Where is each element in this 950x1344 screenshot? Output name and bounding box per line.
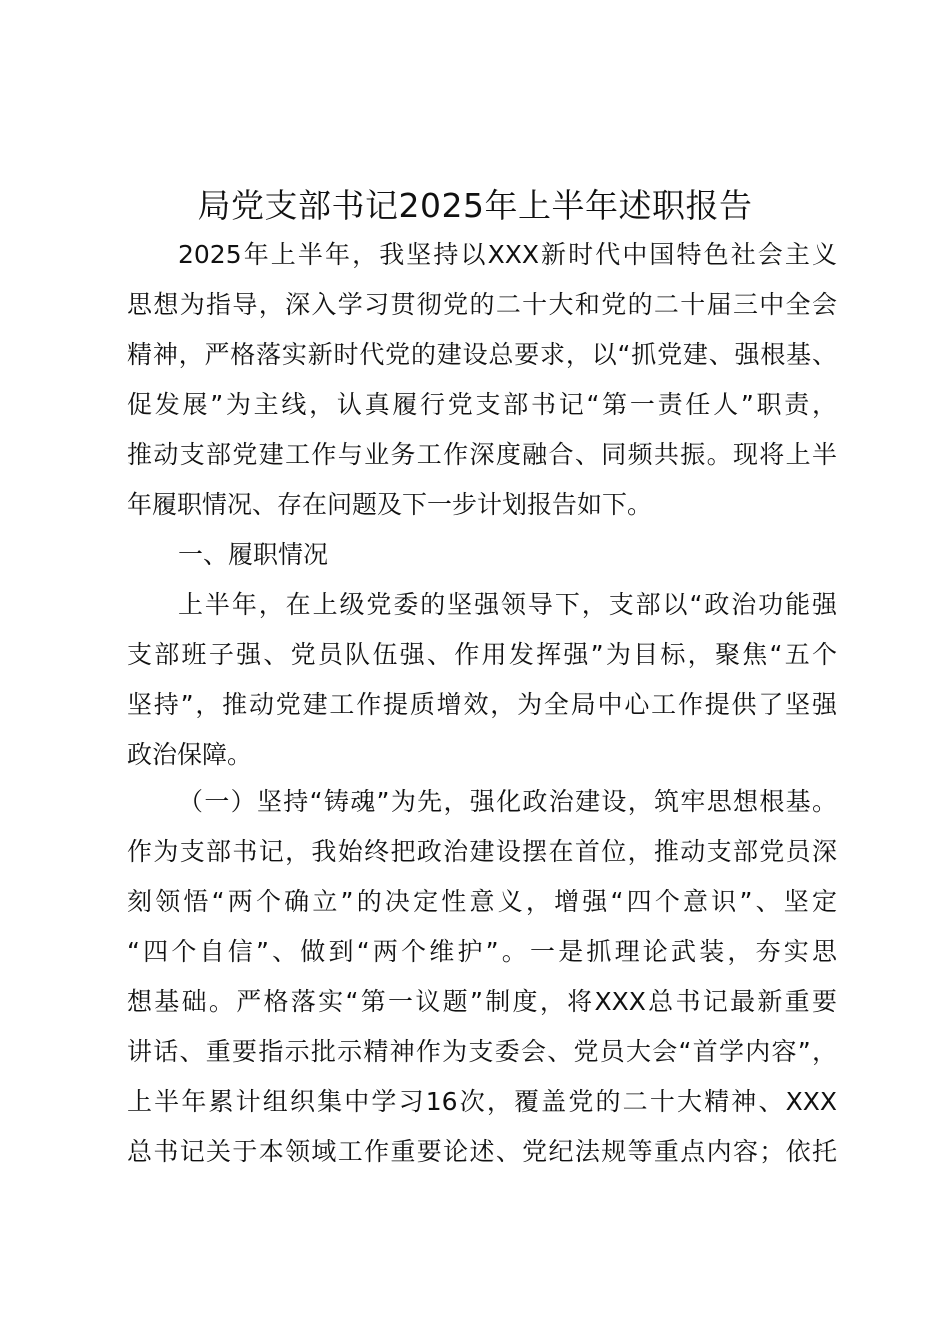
paragraph-line: 思想为指导，深入学习贯彻党的二十大和党的二十届三中全会 <box>127 290 837 319</box>
paragraph-line: 想基础。严格落实“第一议题”制度，将XXX总书记最新重要 <box>127 987 837 1016</box>
section-heading <box>127 530 837 580</box>
section-intro-paragraph <box>127 580 837 780</box>
paragraph-line: 精神，严格落实新时代党的建设总要求，以“抓党建、强根基、 <box>127 340 837 369</box>
paragraph-line: 刻领悟“两个确立”的决定性意义，增强“四个意识”、坚定 <box>127 887 837 916</box>
document-title: 局党支部书记2025年上半年述职报告 <box>197 186 753 225</box>
paragraph-line: 上半年，在上级党委的坚强领导下，支部以“政治功能强 <box>178 590 837 619</box>
paragraph-line: 支部班子强、党员队伍强、作用发挥强”为目标，聚焦“五个 <box>127 640 837 669</box>
paragraph-line: 2025年上半年，我坚持以XXX新时代中国特色社会主义 <box>178 240 837 269</box>
paragraph-line: “四个自信”、做到“两个维护”。一是抓理论武装，夯实思 <box>127 937 837 966</box>
intro-paragraph <box>127 230 837 530</box>
section-heading-text: 一、履职情况 <box>178 540 329 569</box>
paragraph-line: （一）坚持“铸魂”为先，强化政治建设，筑牢思想根基。 <box>178 787 837 816</box>
paragraph-line: 上半年累计组织集中学习16次，覆盖党的二十大精神、XXX <box>127 1087 837 1116</box>
paragraph-line: 讲话、重要指示批示精神作为支委会、党员大会“首学内容”， <box>127 1037 837 1066</box>
subsection-paragraph <box>127 777 837 1177</box>
paragraph-line: 坚持”，推动党建工作提质增效，为全局中心工作提供了坚强 <box>127 690 837 719</box>
paragraph-line: 总书记关于本领域工作重要论述、党纪法规等重点内容；依托 <box>127 1137 837 1166</box>
paragraph-line: 年履职情况、存在问题及下一步计划报告如下。 <box>127 490 653 519</box>
paragraph-line: 作为支部书记，我始终把政治建设摆在首位，推动支部党员深 <box>127 837 837 866</box>
paragraph-line: 促发展”为主线，认真履行党支部书记“第一责任人”职责， <box>127 390 837 419</box>
paragraph-line: 政治保障。 <box>127 740 253 769</box>
paragraph-line: 推动支部党建工作与业务工作深度融合、同频共振。现将上半 <box>127 440 837 469</box>
